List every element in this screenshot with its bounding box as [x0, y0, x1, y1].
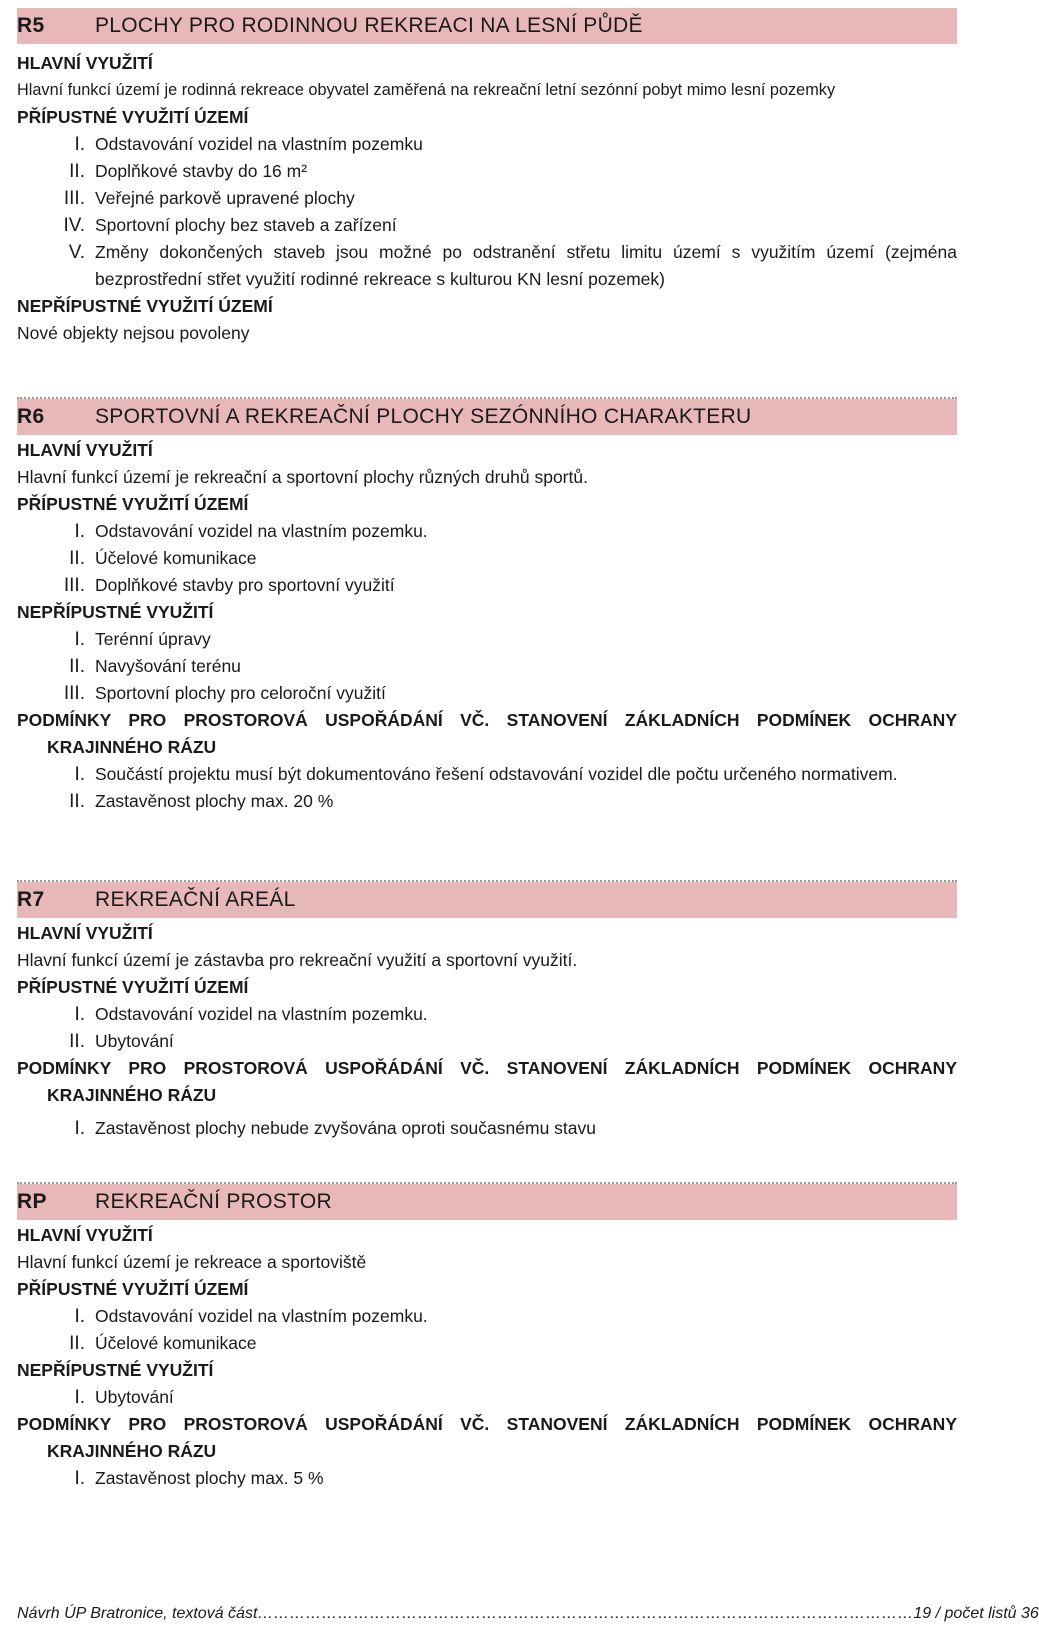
section-code: R6 — [17, 405, 45, 428]
forbidden-list — [17, 1384, 957, 1411]
item-text: Součástí projektu musí být dokumentováno řešení odstavování vozidel dle počtu určeného normativem. — [95, 764, 898, 784]
list-item — [17, 545, 957, 572]
list-item — [17, 626, 957, 653]
conditions-list — [17, 1465, 957, 1492]
main-use-label: HLAVNÍ VYUŽITÍ — [17, 923, 153, 943]
section-r5 — [17, 8, 957, 347]
item-number: II. — [69, 1031, 85, 1052]
item-text: Sportovní plochy bez staveb a zařízení — [95, 215, 397, 235]
list-item — [17, 1330, 957, 1357]
item-number: I. — [74, 764, 85, 785]
item-text: Ubytování — [95, 1387, 174, 1407]
item-number: III. — [63, 575, 85, 596]
item-text: Odstavování vozidel na vlastním pozemku — [95, 134, 423, 154]
section-title: REKREAČNÍ PROSTOR — [95, 1190, 332, 1213]
item-number: V. — [68, 242, 85, 263]
list-item — [17, 185, 957, 212]
conditions-label-continued: KRAJINNÉHO RÁZU — [47, 1441, 217, 1461]
conditions-label-continued: KRAJINNÉHO RÁZU — [47, 737, 217, 757]
section-rp — [17, 1182, 957, 1492]
allowed-list — [17, 1303, 957, 1357]
list-item — [17, 572, 957, 599]
main-use-label: HLAVNÍ VYUŽITÍ — [17, 53, 153, 73]
conditions-label: PODMÍNKY PRO PROSTOROVÁ USPOŘÁDÁNÍ VČ. STANOVENÍ ZÁKLADNÍCH PODMÍNEK OCHRANY — [17, 710, 957, 730]
list-item — [17, 788, 957, 815]
main-use-label: HLAVNÍ VYUŽITÍ — [17, 440, 153, 460]
item-text: Zastavěnost plochy max. 20 % — [95, 791, 334, 811]
list-item — [17, 518, 957, 545]
item-number: I. — [74, 1306, 85, 1327]
item-number: III. — [63, 683, 85, 704]
forbidden-use-text: Nové objekty nejsou povoleny — [17, 323, 250, 343]
section-r7 — [17, 880, 957, 1142]
conditions-list — [17, 1115, 957, 1142]
section-header — [17, 882, 957, 918]
list-item — [17, 1001, 957, 1028]
section-header — [17, 8, 957, 44]
item-number: IV. — [63, 215, 85, 236]
section-header — [17, 399, 957, 435]
main-use-text: Hlavní funkcí území je zástavba pro rekreační využití a sportovní využití. — [17, 950, 578, 970]
section-title: SPORTOVNÍ A REKREAČNÍ PLOCHY SEZÓNNÍHO CHARAKTERU — [95, 405, 752, 428]
section-code: RP — [17, 1190, 47, 1213]
item-text: Doplňkové stavby do 16 m² — [95, 161, 308, 181]
list-item — [17, 1303, 957, 1330]
list-item — [17, 131, 957, 158]
section-title: PLOCHY PRO RODINNOU REKREACI NA LESNÍ PŮDĚ — [95, 14, 643, 37]
item-number: III. — [63, 188, 85, 209]
item-number: I. — [74, 1004, 85, 1025]
main-use-text: Hlavní funkcí území je rodinná rekreace obyvatel zaměřená na rekreační letní sezónní pobyt mimo lesní pozemky — [17, 81, 836, 99]
forbidden-list — [17, 626, 957, 707]
allowed-list — [17, 131, 957, 293]
section-title: REKREAČNÍ AREÁL — [95, 888, 296, 911]
item-text: Odstavování vozidel na vlastním pozemku. — [95, 1306, 428, 1326]
item-text: Doplňkové stavby pro sportovní využití — [95, 575, 395, 595]
forbidden-use-label: NEPŘÍPUSTNÉ VYUŽITÍ — [17, 602, 214, 622]
item-text: Účelové komunikace — [95, 1333, 257, 1353]
item-number: I. — [74, 134, 85, 155]
footer-page-number: 19 / počet listů 36 — [913, 1605, 1039, 1622]
main-use-label: HLAVNÍ VYUŽITÍ — [17, 1225, 153, 1245]
conditions-label: PODMÍNKY PRO PROSTOROVÁ USPOŘÁDÁNÍ VČ. STANOVENÍ ZÁKLADNÍCH PODMÍNEK OCHRANY — [17, 1058, 957, 1078]
item-number: II. — [69, 1333, 85, 1354]
list-item — [17, 761, 957, 788]
conditions-label: PODMÍNKY PRO PROSTOROVÁ USPOŘÁDÁNÍ VČ. STANOVENÍ ZÁKLADNÍCH PODMÍNEK OCHRANY — [17, 1414, 957, 1434]
item-number: II. — [69, 656, 85, 677]
footer-leader-dots: …………………………………………………………………………………………………………… — [257, 1605, 914, 1622]
item-text: Změny dokončených staveb jsou možné po odstranění střetu limitu území s využitím území (zejména bezprostřední střet využití rodinné rekreace s kulturou KN lesní pozemek) — [95, 242, 957, 289]
footer-document-title: Návrh ÚP Bratronice, textová část — [17, 1605, 258, 1622]
item-number: I. — [74, 1118, 85, 1139]
conditions-list — [17, 761, 957, 815]
item-number: I. — [74, 521, 85, 542]
forbidden-use-label: NEPŘÍPUSTNÉ VYUŽITÍ — [17, 1360, 214, 1380]
list-item — [17, 1028, 957, 1055]
list-item — [17, 653, 957, 680]
item-text: Veřejné parkově upravené plochy — [95, 188, 355, 208]
allowed-use-label: PŘÍPUSTNÉ VYUŽITÍ ÚZEMÍ — [17, 107, 249, 127]
item-number: II. — [69, 161, 85, 182]
list-item — [17, 1384, 957, 1411]
item-text: Zastavěnost plochy max. 5 % — [95, 1468, 324, 1488]
item-text: Odstavování vozidel na vlastním pozemku. — [95, 521, 428, 541]
item-text: Navyšování terénu — [95, 656, 241, 676]
allowed-list — [17, 518, 957, 599]
item-number: I. — [74, 629, 85, 650]
conditions-label-continued: KRAJINNÉHO RÁZU — [47, 1085, 217, 1105]
list-item — [17, 158, 957, 185]
item-text: Účelové komunikace — [95, 548, 257, 568]
section-r6 — [17, 397, 957, 815]
list-item — [17, 1115, 957, 1142]
main-use-text: Hlavní funkcí území je rekreace a sportoviště — [17, 1252, 367, 1272]
item-number: II. — [69, 791, 85, 812]
item-number: I. — [74, 1387, 85, 1408]
allowed-list — [17, 1001, 957, 1055]
allowed-use-label: PŘÍPUSTNÉ VYUŽITÍ ÚZEMÍ — [17, 1279, 249, 1299]
section-header — [17, 1184, 957, 1220]
list-item — [17, 212, 957, 239]
page-footer — [17, 1605, 1039, 1623]
section-code: R7 — [17, 888, 45, 911]
list-item — [17, 680, 957, 707]
main-use-text: Hlavní funkcí území je rekreační a sportovní plochy různých druhů sportů. — [17, 467, 588, 487]
item-text: Zastavěnost plochy nebude zvyšována oproti současnému stavu — [95, 1118, 596, 1138]
list-item — [17, 239, 957, 293]
allowed-use-label: PŘÍPUSTNÉ VYUŽITÍ ÚZEMÍ — [17, 977, 249, 997]
item-text: Terénní úpravy — [95, 629, 211, 649]
list-item — [17, 1465, 957, 1492]
item-text: Ubytování — [95, 1031, 174, 1051]
item-text: Sportovní plochy pro celoroční využití — [95, 683, 386, 703]
forbidden-use-label: NEPŘÍPUSTNÉ VYUŽITÍ ÚZEMÍ — [17, 296, 273, 316]
section-code: R5 — [17, 14, 45, 37]
item-text: Odstavování vozidel na vlastním pozemku. — [95, 1004, 428, 1024]
item-number: I. — [74, 1468, 85, 1489]
item-number: II. — [69, 548, 85, 569]
allowed-use-label: PŘÍPUSTNÉ VYUŽITÍ ÚZEMÍ — [17, 494, 249, 514]
